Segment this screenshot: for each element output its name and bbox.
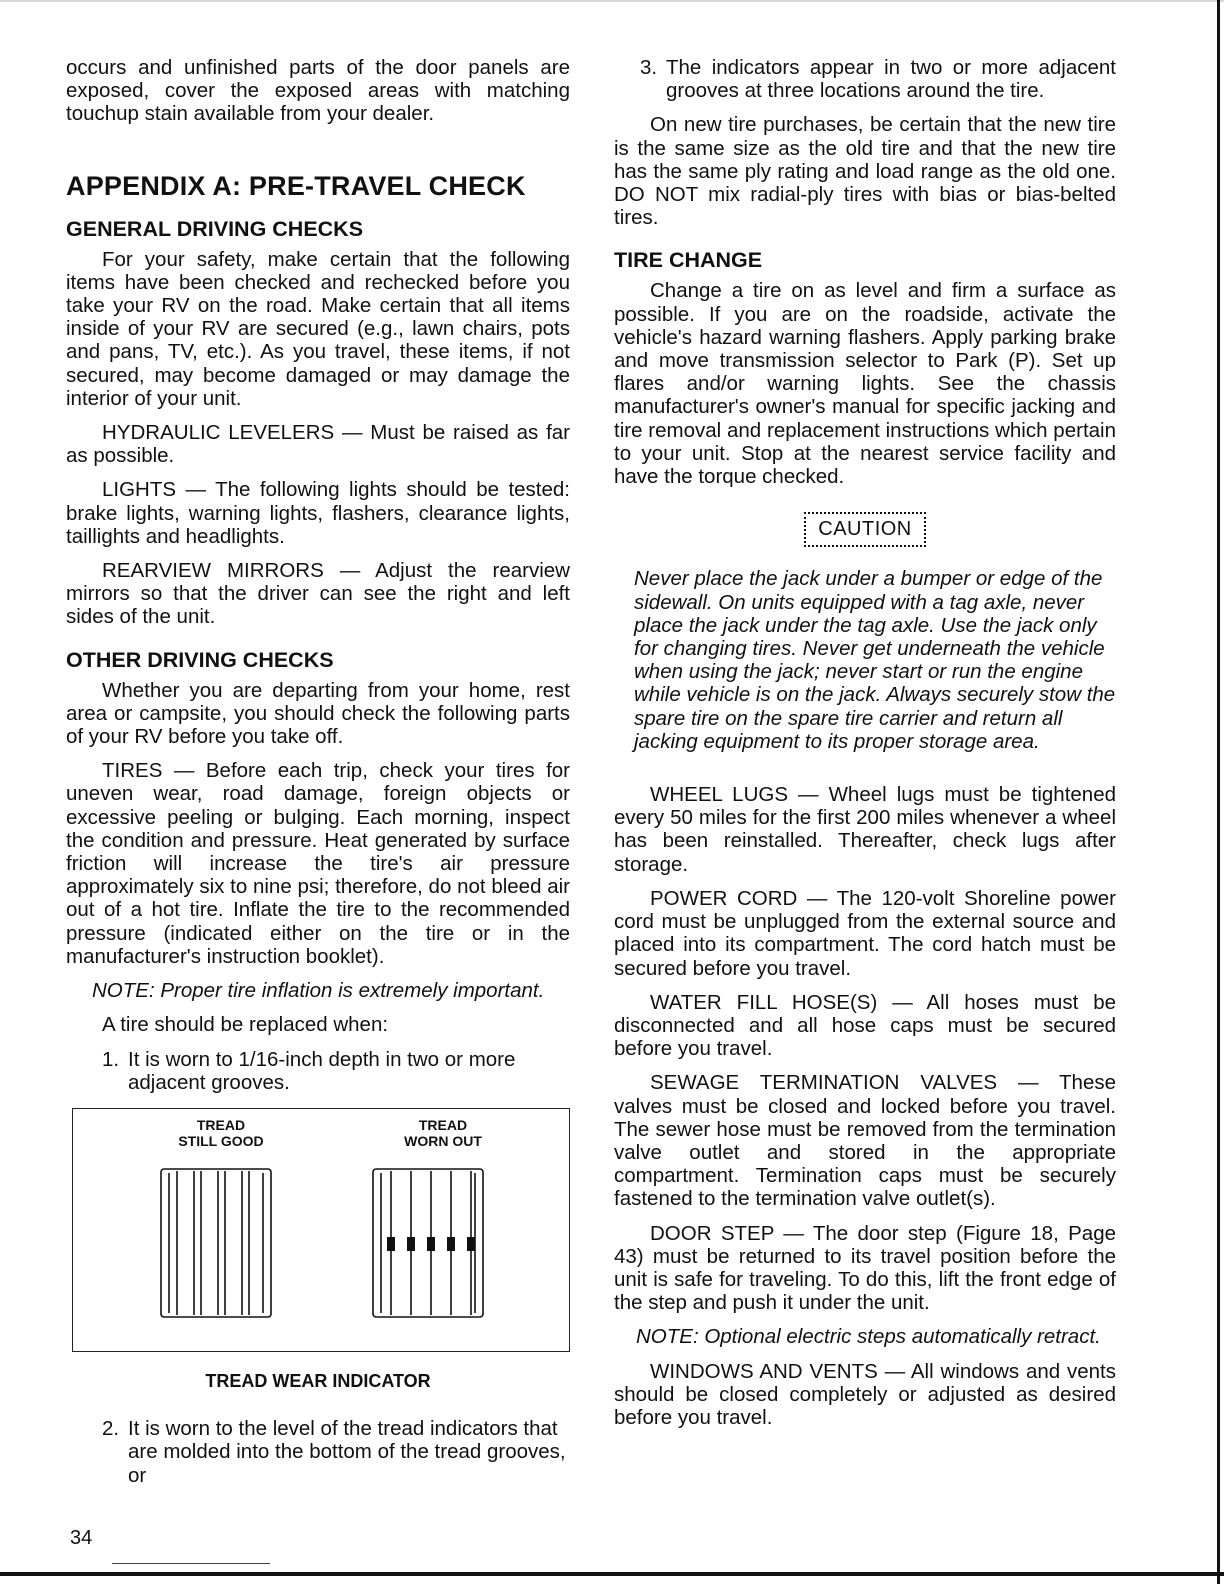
inflation-note: NOTE: Proper tire inflation is extremely important. xyxy=(92,979,545,1003)
sewage-valves-paragraph: SEWAGE TERMINATION VALVES — These valves must be closed and locked before you travel. The sewer hose must be removed from the termination valve outlet and stored in the appropriate compartment. Termination caps must be securely fastened to the termination valve outlet(s). xyxy=(614,1071,1116,1211)
list-number: 2. xyxy=(102,1417,120,1441)
tread-good-label-line1: TREAD xyxy=(196,1116,246,1133)
tread-worn-icon xyxy=(373,1169,483,1317)
footer-rule xyxy=(112,1563,270,1564)
caution-box-wrapper xyxy=(614,512,1116,547)
wheel-lugs-paragraph: WHEEL LUGS — Wheel lugs must be tightened every 50 miles for the first 200 miles whenever a wheel has been reinstalled. Thereafter, check lugs after storage. xyxy=(614,783,1116,876)
caution-badge: CAUTION xyxy=(804,512,926,547)
general-checks-paragraph: For your safety, make certain that the following items have been checked and rechecked before you take your RV on the road. Make certain that all items inside of your RV are secured (e.g., lawn chairs, pots and pans, TV, etc.). As you travel, these items, if not secured, may become damaged or may damage the interior of your unit. xyxy=(66,247,570,410)
new-tire-paragraph: On new tire purchases, be certain that the new tire is the same size as the old tire and that the new tire has the same ply rating and load range as the old one. DO NOT mix radial-ply tires with bias or bias-belted tires. xyxy=(614,113,1116,230)
general-checks-heading: GENERAL DRIVING CHECKS xyxy=(66,216,364,241)
page-bottom-border xyxy=(0,1572,1224,1576)
left-column xyxy=(66,56,570,1498)
tread-illustration xyxy=(73,1109,573,1351)
tire-change-paragraph: Change a tire on as level and firm a surface as possible. If you are on the roadside, activate the vehicle's hazard warning flashers. Apply parking brake and move transmission selector to Park (P). Set up flares and/or warning lights. See the chassis manufacturer's owner's manual for specific jacking and tire removal and replacement instructions which pertain to your unit. Stop at the nearest service facility and have the torque checked. xyxy=(614,279,1116,489)
list-text: The indicators appear in two or more adjacent grooves at three locations around the tire. xyxy=(666,56,1116,103)
other-checks-heading: OTHER DRIVING CHECKS xyxy=(66,647,334,672)
caution-text: Never place the jack under a bumper or edge of the sidewall. On units equipped with a tag axle, never place the jack under the tag axle. Use the jack only for changing tires. Never get underneath the vehicle when using the jack; never start or run the engine while vehicle is on the jack. Always securely stow the spare tire on the spare tire carrier and return all jacking equipment to its proper storage area. xyxy=(634,567,1116,753)
windows-vents-paragraph: WINDOWS AND VENTS — All windows and vents should be closed completely or adjusted as desired before you travel. xyxy=(614,1359,1116,1429)
tread-good-icon xyxy=(161,1169,271,1317)
tread-wear-figure xyxy=(72,1108,570,1352)
list-number: 3. xyxy=(640,56,658,79)
list-item-1 xyxy=(102,1048,570,1094)
tread-good-label-line2: STILL GOOD xyxy=(178,1132,264,1149)
list-item-2 xyxy=(102,1417,570,1487)
tires-paragraph: TIRES — Before each trip, check your tires for uneven wear, road damage, foreign objects or excessive peeling or bulging. Each morning, inspect the condition and pressure. Heat generated by surface friction will increase the tire's air pressure approximately six to nine psi; therefore, do not bleed air out of a hot tire. Inflate the tire to the recommended pressure (indicated either on the tire or in the manufacturer's instruction booklet). xyxy=(66,759,570,968)
rearview-mirrors-paragraph: REARVIEW MIRRORS — Adjust the rearview mirrors so that the driver can see the right and left sides of the unit. xyxy=(66,559,570,629)
other-checks-paragraph: Whether you are departing from your home, rest area or campsite, you should check the following parts of your RV before you take off. xyxy=(66,678,570,749)
intro-paragraph: occurs and unfinished parts of the door panels are exposed, cover the exposed areas with matching touchup stain available from your dealer. xyxy=(66,56,570,126)
list-text: It is worn to 1/16-inch depth in two or more adjacent grooves. xyxy=(128,1047,516,1094)
appendix-title: APPENDIX A: PRE-TRAVEL CHECK xyxy=(66,170,526,201)
list-item-3 xyxy=(640,56,1116,102)
tire-change-heading: TIRE CHANGE xyxy=(614,248,763,273)
hydraulic-levelers-paragraph: HYDRAULIC LEVELERS — Must be raised as far as possible. xyxy=(66,421,570,468)
page-top-edge xyxy=(0,0,1224,2)
list-text: It is worn to the level of the tread indicators that are molded into the bottom of the tread grooves, or xyxy=(128,1417,566,1487)
water-fill-paragraph: WATER FILL HOSE(S) — All hoses must be disconnected and all hose caps must be secured before you travel. xyxy=(614,990,1116,1061)
list-number: 1. xyxy=(102,1047,120,1071)
right-column xyxy=(614,56,1116,1440)
figure-caption: TREAD WEAR INDICATOR xyxy=(205,1370,431,1391)
electric-steps-note: NOTE: Optional electric steps automatically retract. xyxy=(636,1325,1101,1349)
page-right-border xyxy=(1217,0,1220,1584)
replace-intro: A tire should be replaced when: xyxy=(102,1013,389,1037)
page-number: 34 xyxy=(70,1527,93,1549)
door-step-paragraph: DOOR STEP — The door step (Figure 18, Page 43) must be returned to its travel position before the unit is safe for traveling. To do this, lift the front edge of the step and push it under the unit. xyxy=(614,1221,1116,1315)
tread-worn-label-line1: TREAD xyxy=(418,1116,468,1133)
tread-worn-label-line2: WORN OUT xyxy=(404,1132,482,1149)
power-cord-paragraph: POWER CORD — The 120-volt Shoreline power cord must be unplugged from the external source and placed into its compartment. The cord hatch must be secured before you travel. xyxy=(614,886,1116,980)
lights-paragraph: LIGHTS — The following lights should be tested: brake lights, warning lights, flashers, clearance lights, taillights and headlights. xyxy=(66,478,570,548)
